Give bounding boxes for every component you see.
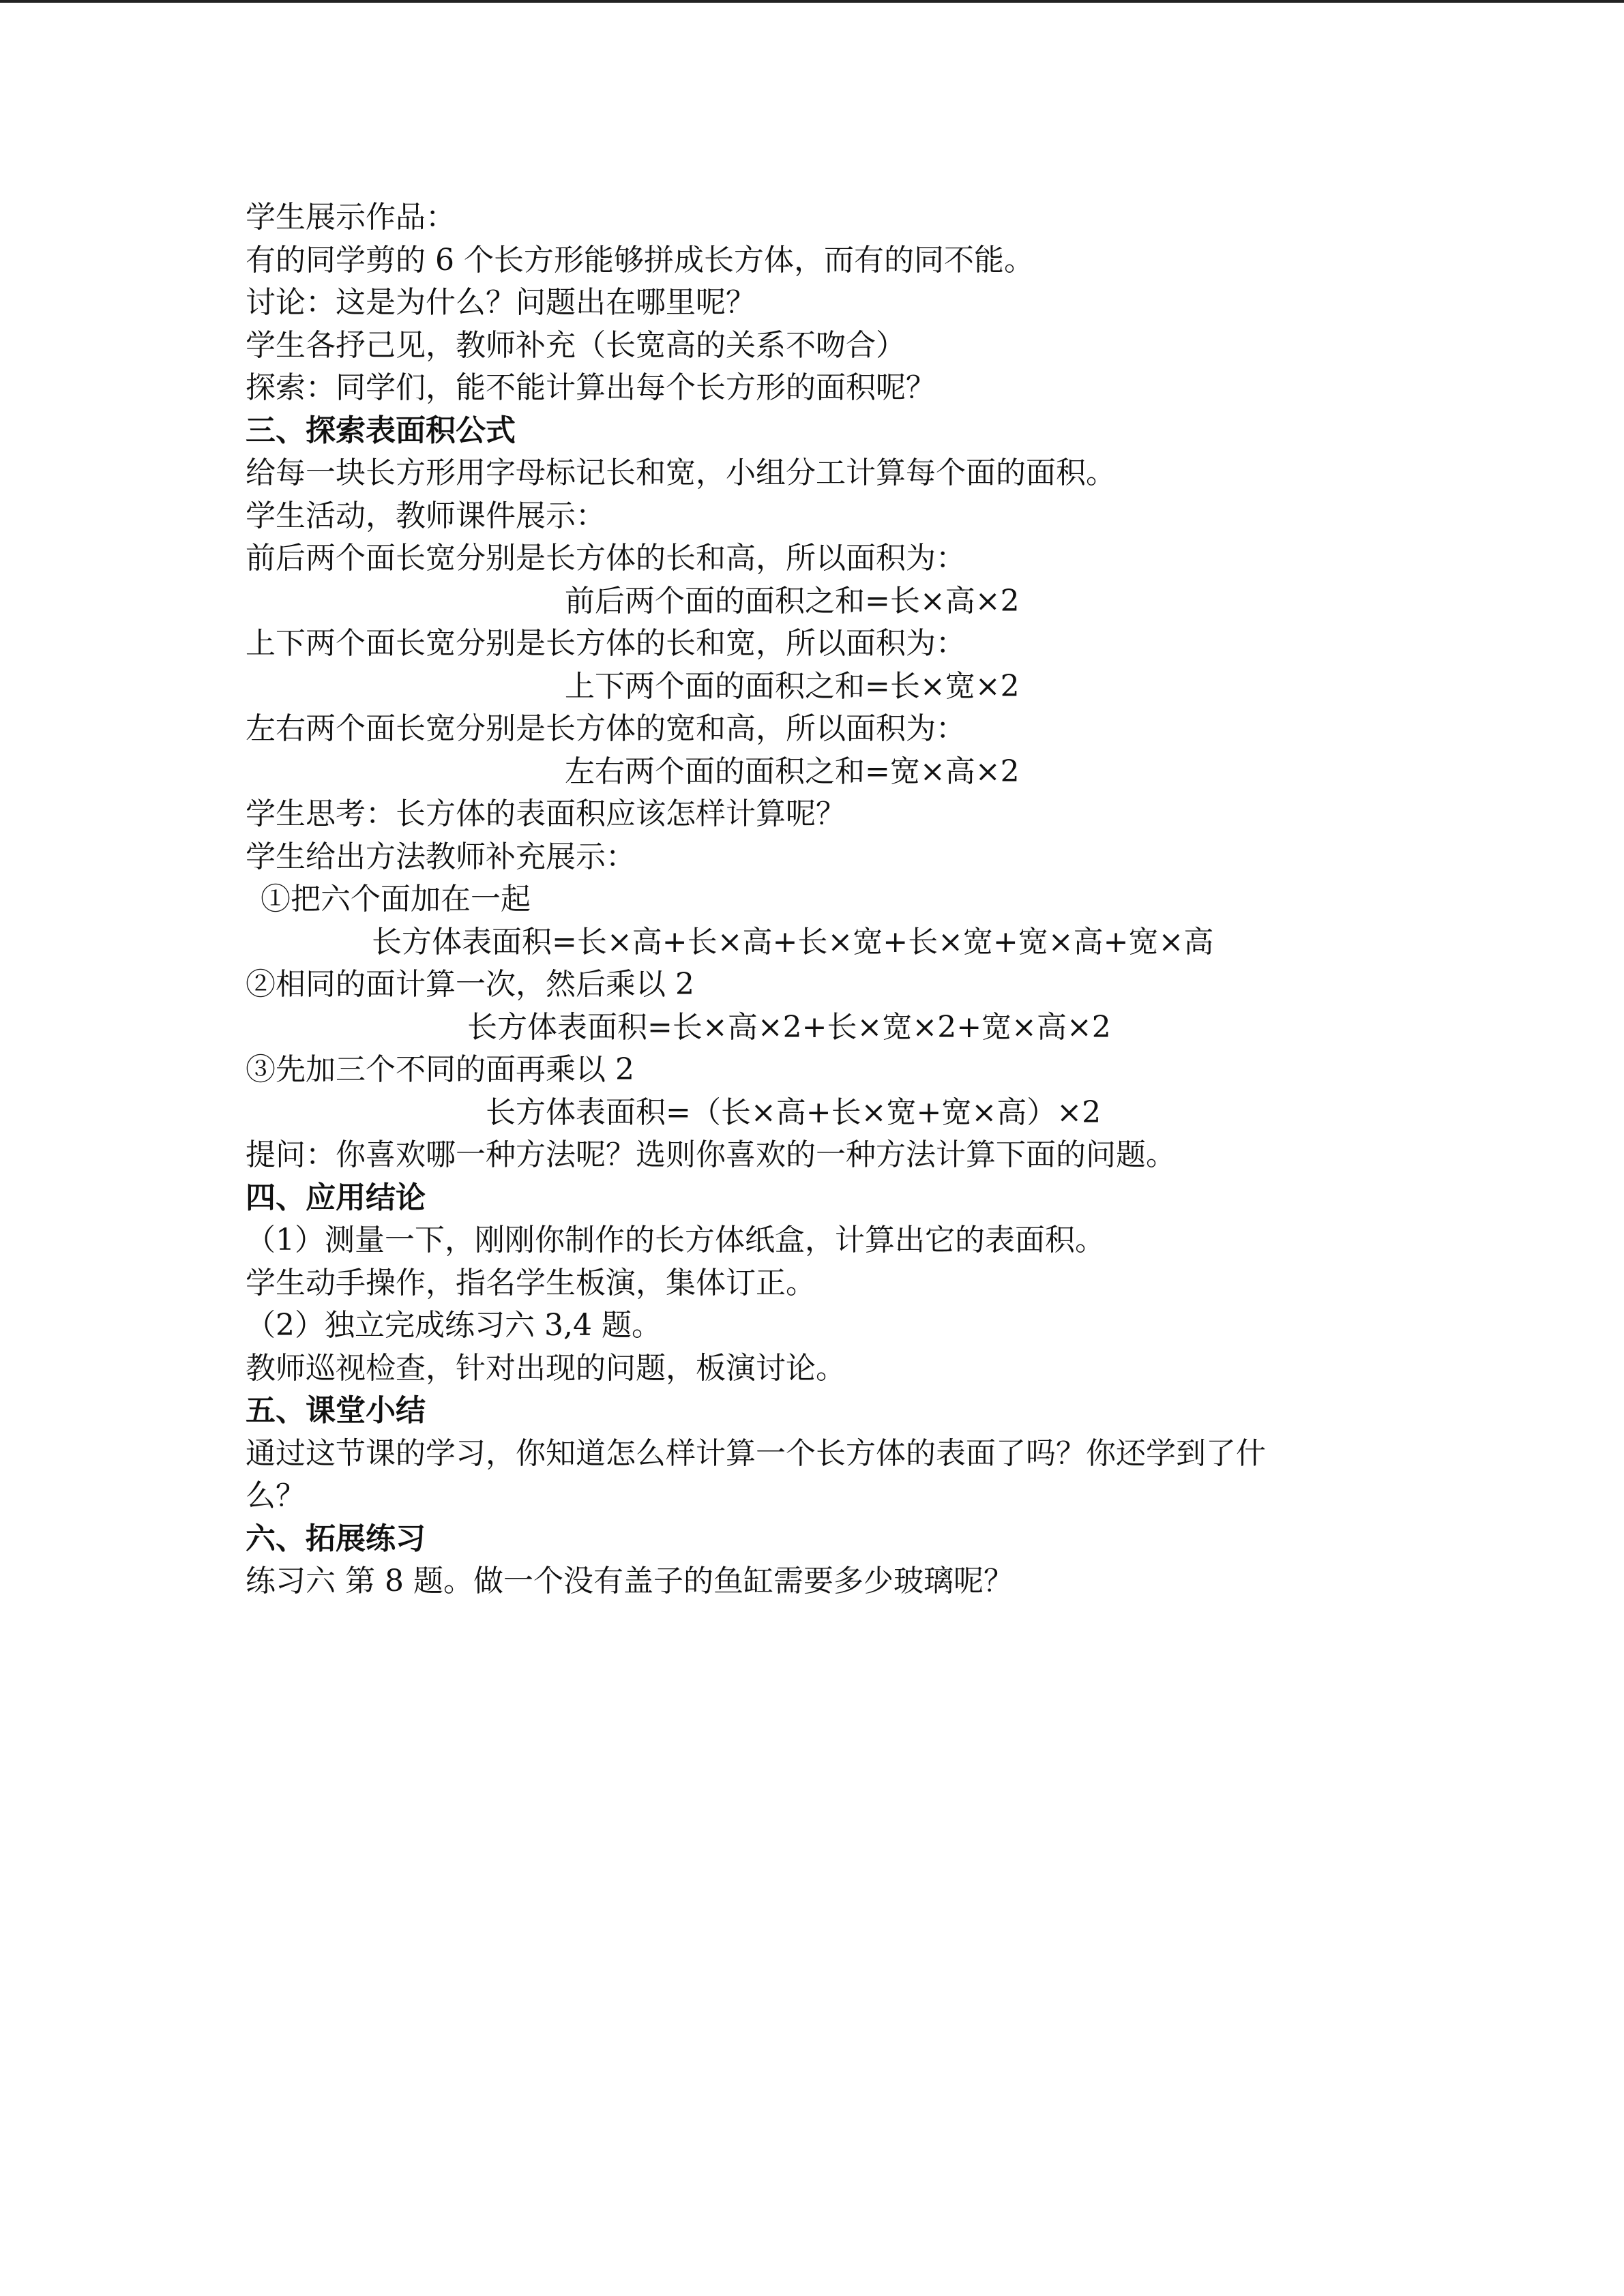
section-heading: 六、拓展练习 xyxy=(246,1521,426,1556)
text-line: 学生动手操作，指名学生板演，集体订正。 xyxy=(246,1265,816,1300)
text-line: （2）独立完成练习六 3,4 题。 xyxy=(246,1308,662,1343)
text-line: 练习六 第 8 题。做一个没有盖子的鱼缸需要多少玻璃呢？ xyxy=(246,1564,1014,1598)
page-top-border xyxy=(0,0,1624,3)
text-line: 左右两个面长宽分别是长方体的宽和高，所以面积为： xyxy=(246,711,966,746)
text-line: 上下两个面长宽分别是长方体的长和宽，所以面积为： xyxy=(246,626,966,661)
method-item: ③先加三个不同的面再乘以 2 xyxy=(246,1052,634,1087)
text-line: 讨论：这是为什么？问题出在哪里呢？ xyxy=(246,285,756,320)
text-line: 教师巡视检查，针对出现的问题，板演讨论。 xyxy=(246,1350,846,1386)
text-line: 学生各抒己见，教师补充（长宽高的关系不吻合） xyxy=(246,327,906,363)
text-line: （1）测量一下，刚刚你制作的长方体纸盒，计算出它的表面积。 xyxy=(246,1223,1105,1257)
method-item: ①把六个面加在一起 xyxy=(261,882,531,916)
text-line: 探索：同学们，能不能计算出每个长方形的面积呢？ xyxy=(246,370,936,405)
formula-line: 长方体表面积=长×高×2+长×宽×2+宽×高×2 xyxy=(467,1009,1111,1045)
text-line: 提问：你喜欢哪一种方法呢？选则你喜欢的一种方法计算下面的问题。 xyxy=(246,1137,1176,1172)
text-line: 通过这节课的学习，你知道怎么样计算一个长方体的表面了吗？你还学到了什 xyxy=(246,1435,1266,1471)
formula-line: 长方体表面积=（长×高+长×宽+宽×高）×2 xyxy=(486,1094,1102,1130)
section-heading: 三、探索表面积公式 xyxy=(246,413,516,448)
formula-line: 前后两个面的面积之和=长×高×2 xyxy=(565,583,1020,618)
method-item: ②相同的面计算一次，然后乘以 2 xyxy=(246,967,694,1002)
section-heading: 四、应用结论 xyxy=(246,1180,426,1215)
text-line: 学生给出方法教师补充展示： xyxy=(246,839,636,874)
formula-line: 长方体表面积=长×高+长×高+长×宽+长×宽+宽×高+宽×高 xyxy=(372,924,1214,959)
formula-line: 上下两个面的面积之和=长×宽×2 xyxy=(565,668,1020,704)
text-line: 么？ xyxy=(246,1478,306,1513)
text-line: 前后两个面长宽分别是长方体的长和高，所以面积为： xyxy=(246,541,966,576)
text-line: 给每一块长方形用字母标记长和宽，小组分工计算每个面的面积。 xyxy=(246,456,1116,490)
text-line: 学生思考：长方体的表面积应该怎样计算呢？ xyxy=(246,796,846,831)
text-line: 学生活动，教师课件展示： xyxy=(246,498,606,533)
document-page xyxy=(246,196,1378,1603)
section-heading: 五、课堂小结 xyxy=(246,1393,426,1428)
text-line: 有的同学剪的 6 个长方形能够拼成长方体，而有的同不能。 xyxy=(246,242,1034,278)
text-line: 学生展示作品： xyxy=(246,200,456,235)
formula-line: 左右两个面的面积之和=宽×高×2 xyxy=(565,754,1020,789)
